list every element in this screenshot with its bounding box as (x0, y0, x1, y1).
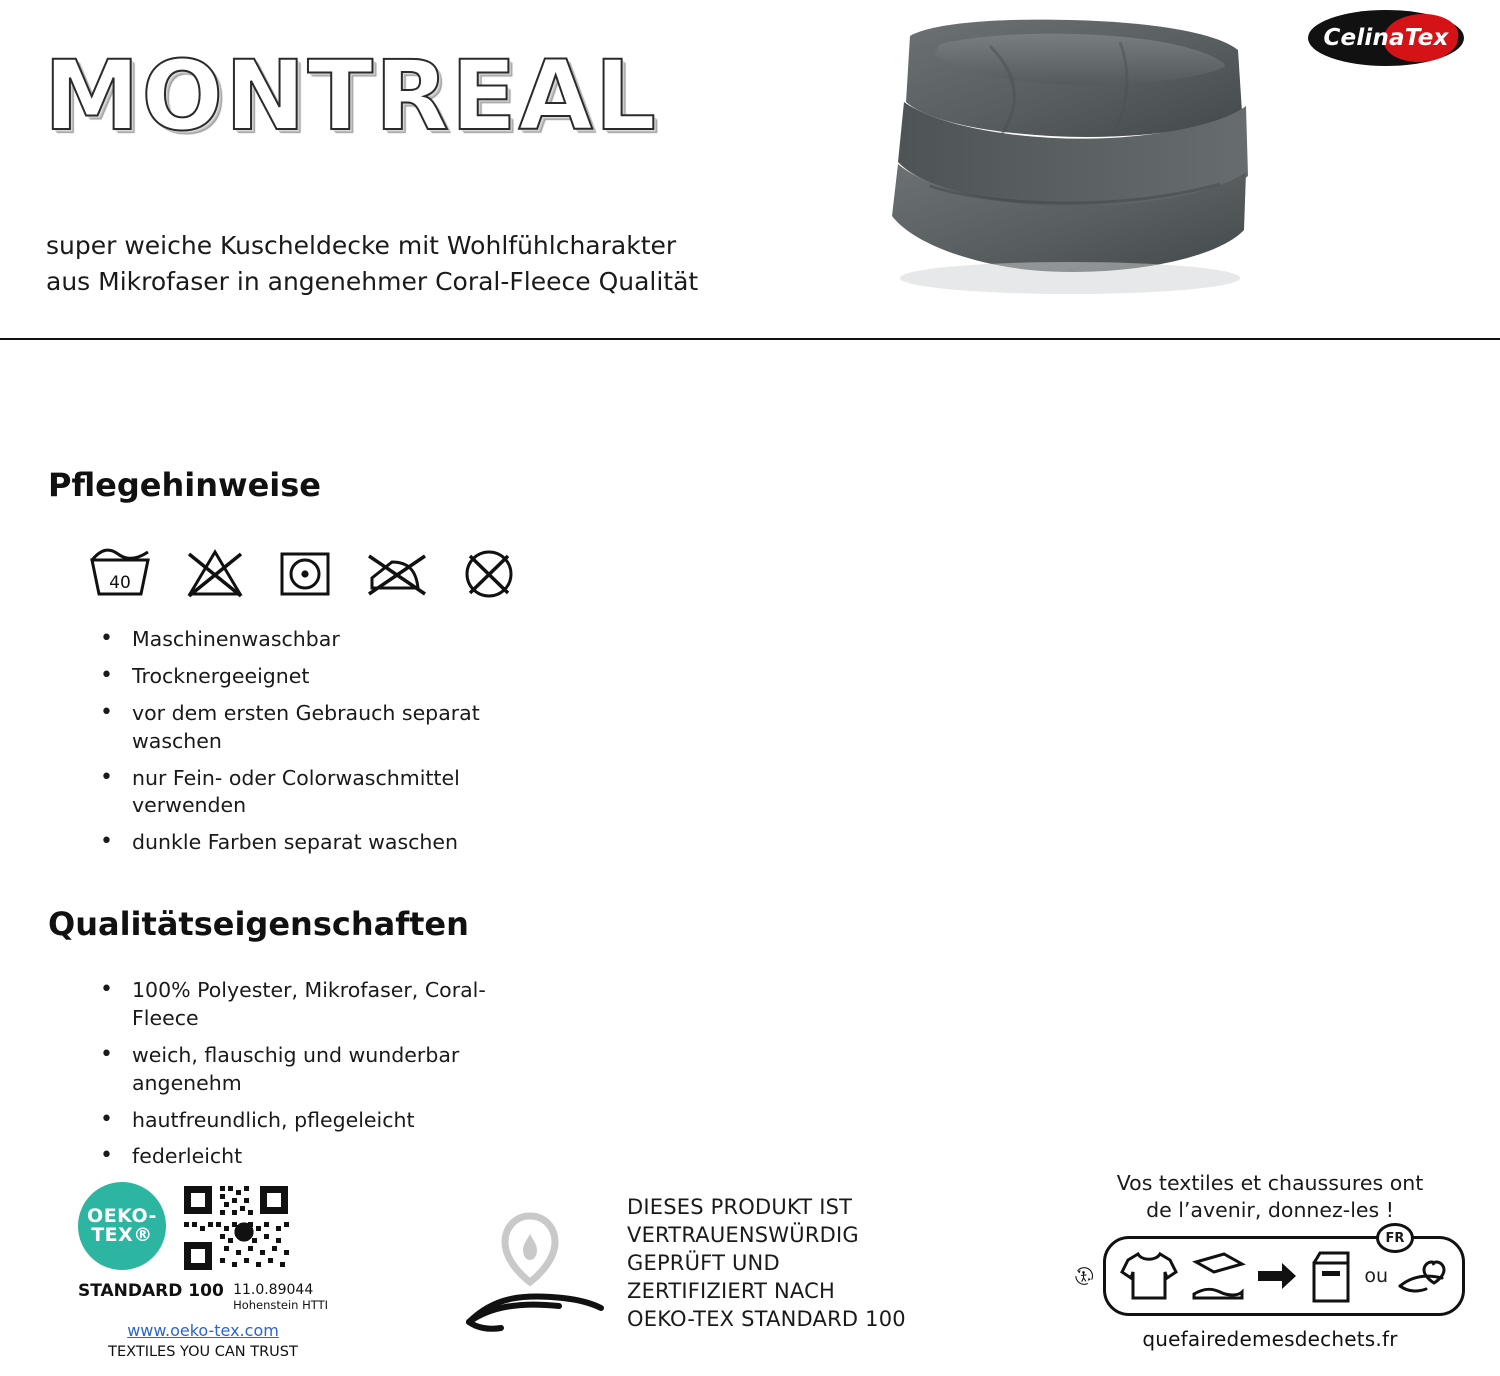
recycling-pictogram-row (1075, 1230, 1465, 1319)
quality-features-section (48, 905, 748, 1180)
fr-country-tag: FR (1376, 1223, 1414, 1253)
qr-code-icon (180, 1182, 292, 1274)
care-section-title: Pflegehinweise (48, 466, 321, 504)
recycling-line-1: Vos textiles et chaussures ont (1116, 1171, 1424, 1195)
recycling-lead-text (1075, 1170, 1465, 1223)
list-item: • Trocknergeeignet (94, 663, 524, 691)
oeko-certificate-number: 11.0.89044 (233, 1282, 314, 1298)
list-item: • 100% Polyester, Mikrofaser, Coral-Fleece (94, 977, 524, 1033)
list-item: • hautfreundlich, pflegeleicht (94, 1107, 524, 1135)
product-subtitle (46, 228, 698, 299)
oeko-tagline: TEXTILES YOU CAN TRUST (108, 1343, 298, 1360)
do-not-iron-icon (366, 546, 428, 600)
page-title: MONTREAL (44, 40, 658, 152)
collection-container-icon (1308, 1247, 1354, 1305)
wash-40-icon (88, 546, 152, 600)
care-list (48, 626, 748, 857)
recycling-person-icon (1075, 1233, 1093, 1319)
list-item: • federleicht (94, 1143, 524, 1171)
logo-text-celina: Celina (1323, 25, 1405, 51)
quality-list (48, 977, 748, 1171)
confidence-line-2: VERTRAUENSWÜRDIG (627, 1222, 859, 1247)
recycling-line-2: de l’avenir, donnez-les ! (1146, 1197, 1394, 1222)
care-symbols (88, 546, 748, 600)
confidence-line-3: GEPRÜFT UND (627, 1250, 780, 1275)
tumble-dry-low-icon (278, 546, 332, 600)
oeko-tex-badge-group (78, 1182, 328, 1360)
quality-section-title: Qualitätseigenschaften (48, 905, 469, 943)
oeko-standard-label: STANDARD 100 (78, 1281, 224, 1301)
care-instructions-section (48, 466, 748, 866)
list-item: • Maschinenwaschbar (94, 626, 524, 654)
do-not-dry-clean-icon (462, 546, 516, 600)
or-label: ou (1364, 1265, 1388, 1288)
logo-text (1308, 10, 1464, 66)
oeko-badge-line-2: TEX® (91, 1224, 153, 1246)
logo-text-tex: Tex (1404, 25, 1449, 51)
confidence-in-textiles-group (455, 1194, 906, 1344)
oeko-institute: Hohenstein HTTI (233, 1297, 328, 1312)
confidence-text (627, 1194, 906, 1334)
certification-footer (0, 1170, 1500, 1376)
arrow-right-icon (1256, 1259, 1298, 1293)
recycling-box (1103, 1230, 1465, 1316)
subtitle-line-2: aus Mikrofaser in angenehmer Coral-Fleece Qualität (46, 266, 699, 296)
product-photo (860, 6, 1280, 326)
confidence-line-4: ZERTIFIZIERT NACH (627, 1278, 835, 1303)
donate-hand-heart-icon (1398, 1256, 1450, 1296)
french-recycling-group (1075, 1170, 1465, 1351)
oeko-badge-line-1: OEKO- (87, 1204, 157, 1227)
no-bleach-icon (186, 546, 244, 600)
oeko-tex-badge (78, 1182, 166, 1270)
list-item: • nur Fein- oder Colorwaschmittel verwenden (94, 765, 524, 821)
list-item: • weich, flauschig und wunderbar angenehm (94, 1042, 524, 1098)
recycling-url[interactable]: quefairedemesdechets.fr (1142, 1327, 1398, 1352)
wash-temp-label: 40 (109, 573, 131, 593)
hand-heart-icon (455, 1194, 605, 1344)
oeko-tex-url[interactable]: www.oeko-tex.com (127, 1320, 279, 1340)
tshirt-icon (1118, 1248, 1180, 1304)
blanket-illustration (870, 16, 1270, 306)
list-item: • vor dem ersten Gebrauch separat waschen (94, 700, 524, 756)
list-item: • dunkle Farben separat waschen (94, 829, 524, 857)
confidence-line-1: DIESES PRODUKT IST (627, 1195, 853, 1219)
linen-and-shoe-icon (1190, 1248, 1246, 1304)
confidence-line-5: OEKO-TEX STANDARD 100 (627, 1306, 906, 1331)
page-header (0, 0, 1500, 340)
subtitle-line-1: super weiche Kuscheldecke mit Wohlfühlcharakter (46, 231, 677, 260)
celinatex-logo (1308, 10, 1464, 66)
